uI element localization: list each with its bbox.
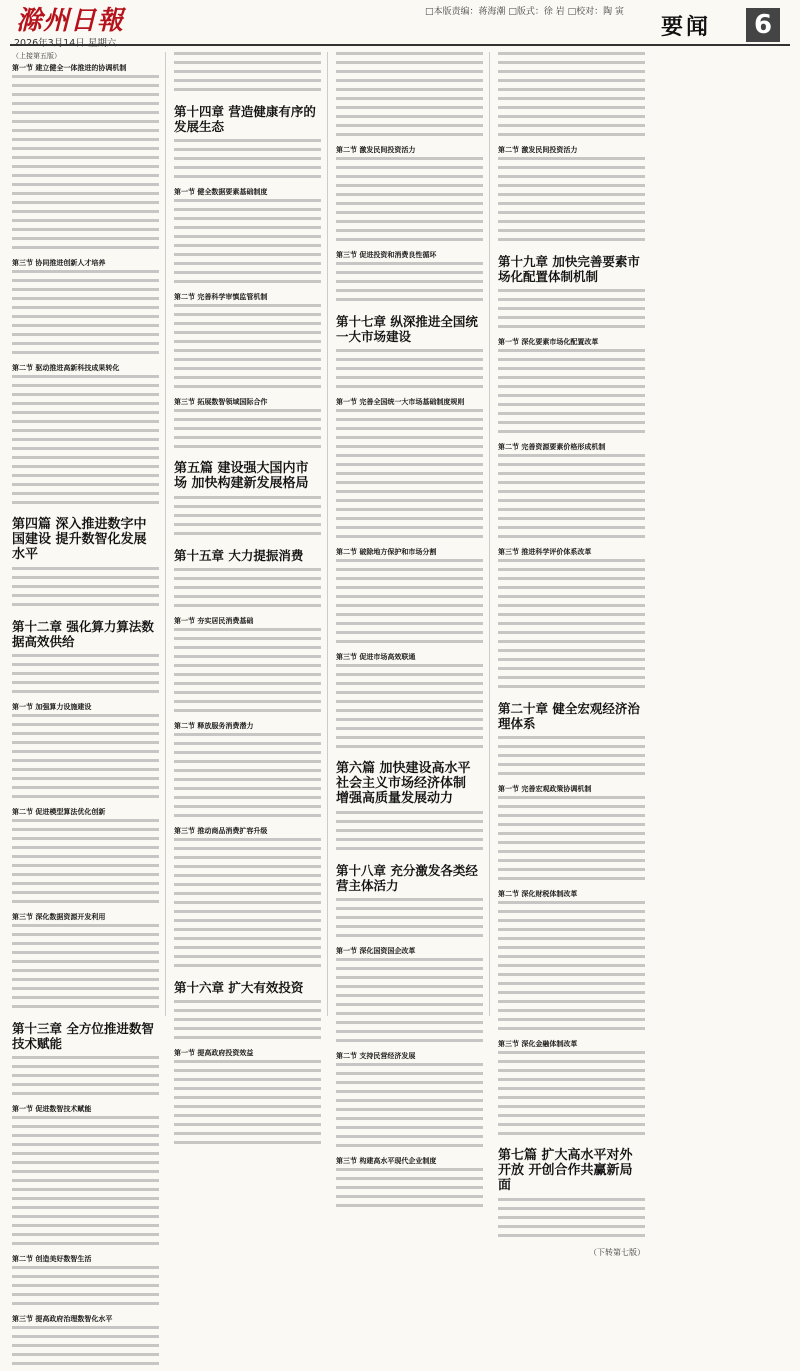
body-text-block bbox=[174, 733, 321, 823]
body-text-block bbox=[12, 1326, 159, 1371]
section-heading: 第二节 创造美好数智生活 bbox=[12, 1255, 92, 1263]
editor-credits: □本版责编：蒋海潮 □版式：徐 岩 □校对：陶 寅 bbox=[425, 7, 624, 17]
page-number: 6 bbox=[746, 8, 780, 42]
body-text-block bbox=[12, 567, 159, 612]
section-heading: 第一节 深化国资国企改革 bbox=[336, 947, 416, 955]
body-text-block bbox=[174, 409, 321, 454]
article-column-1 bbox=[12, 52, 159, 1323]
body-text-block bbox=[336, 157, 483, 247]
body-text-block bbox=[12, 654, 159, 699]
body-text-block bbox=[498, 349, 645, 439]
chapter-heading: 第二十章 健全宏观经济治理体系 bbox=[498, 701, 640, 731]
body-text-block bbox=[336, 811, 483, 856]
body-text-block bbox=[12, 1056, 159, 1101]
article-column-4 bbox=[498, 52, 645, 1257]
body-text-block bbox=[498, 1198, 645, 1243]
body-text-block bbox=[174, 304, 321, 394]
body-text-block bbox=[12, 75, 159, 255]
body-text-block bbox=[12, 270, 159, 360]
section-title: 要闻 bbox=[661, 15, 712, 40]
section-heading: 第一节 提高政府投资效益 bbox=[174, 1049, 254, 1057]
section-heading: 第二节 促进模型算法优化创新 bbox=[12, 808, 106, 816]
body-text-block bbox=[12, 375, 159, 510]
body-text-block bbox=[336, 898, 483, 943]
chapter-heading: 第十七章 纵深推进全国统一大市场建设 bbox=[336, 314, 478, 344]
continued-note: （下转第七版） bbox=[589, 1248, 645, 1257]
part-heading: 第六篇 加快建设高水平社会主义市场经济体制 增强高质量发展动力 bbox=[336, 761, 471, 806]
section-heading: 第二节 深化财税体制改革 bbox=[498, 890, 578, 898]
section-heading: 第三节 深化数据资源开发利用 bbox=[12, 913, 106, 921]
body-text-block bbox=[336, 409, 483, 544]
chapter-heading: 第十五章 大力提振消费 bbox=[174, 548, 304, 563]
section-heading: 第三节 拓展数智领域国际合作 bbox=[174, 398, 268, 406]
section-heading: 第二节 释放服务消费潜力 bbox=[174, 722, 254, 730]
body-text-block bbox=[12, 1116, 159, 1251]
body-text-block bbox=[174, 568, 321, 613]
section-heading: 第一节 促进数智技术赋能 bbox=[12, 1105, 92, 1113]
body-text-block bbox=[498, 901, 645, 1036]
column-divider bbox=[489, 52, 490, 1016]
header-rule bbox=[10, 44, 790, 46]
part-heading: 第四篇 深入推进数字中国建设 提升数智化发展水平 bbox=[12, 517, 147, 562]
publication-date bbox=[14, 35, 116, 49]
part-heading: 第五篇 建设强大国内市场 加快构建新发展格局 bbox=[174, 461, 309, 491]
body-text-block bbox=[12, 924, 159, 1014]
body-text-block bbox=[498, 289, 645, 334]
chapter-heading: 第十三章 全方位推进数智技术赋能 bbox=[12, 1021, 154, 1051]
body-text-block bbox=[12, 1266, 159, 1311]
section-heading: 第一节 深化要素市场化配置改革 bbox=[498, 338, 599, 346]
section-heading: 第二节 驱动推进高新科技成果转化 bbox=[12, 364, 120, 372]
section-heading: 第三节 推动商品消费扩容升级 bbox=[174, 827, 268, 835]
body-text-block bbox=[498, 796, 645, 886]
section-heading: 第一节 完善全国统一大市场基础制度规则 bbox=[336, 398, 465, 406]
article-column-3 bbox=[336, 52, 483, 1165]
svg-text:滁州日報: 滁州日報 bbox=[16, 6, 125, 36]
body-text-block bbox=[336, 262, 483, 307]
chapter-heading: 第十六章 扩大有效投资 bbox=[174, 980, 304, 995]
section-heading: 第三节 促进投资和消费良性循环 bbox=[336, 251, 437, 259]
continuation-note: （上接第五版） bbox=[12, 52, 61, 60]
body-text-block bbox=[174, 496, 321, 541]
column-divider bbox=[165, 52, 166, 1016]
section-heading: 第三节 推进科学评价体系改革 bbox=[498, 548, 592, 556]
article-column-2 bbox=[174, 52, 321, 1057]
chapter-heading: 第十九章 加快完善要素市场化配置体制机制 bbox=[498, 254, 640, 284]
chapter-heading: 第十四章 营造健康有序的发展生态 bbox=[174, 104, 316, 134]
body-text-block bbox=[498, 559, 645, 694]
body-text-block bbox=[12, 714, 159, 804]
body-text-block bbox=[174, 628, 321, 718]
body-text-block bbox=[174, 52, 321, 97]
section-heading: 第一节 建立健全一体推进的协调机制 bbox=[12, 64, 127, 72]
masthead bbox=[0, 0, 800, 50]
section-heading: 第三节 协同推进创新人才培养 bbox=[12, 259, 106, 267]
body-text-block bbox=[336, 1168, 483, 1213]
section-heading: 第三节 构建高水平现代企业制度 bbox=[336, 1157, 437, 1165]
section-heading: 第二节 完善资源要素价格形成机制 bbox=[498, 443, 606, 451]
section-heading: 第二节 支持民营经济发展 bbox=[336, 1052, 416, 1060]
body-text-block bbox=[12, 819, 159, 909]
body-text-block bbox=[336, 1063, 483, 1153]
section-heading: 第一节 健全数据要素基础制度 bbox=[174, 188, 268, 196]
body-text-block bbox=[498, 736, 645, 781]
body-text-block bbox=[498, 1051, 645, 1141]
body-text-block bbox=[174, 1000, 321, 1045]
body-text-block bbox=[498, 52, 645, 142]
part-heading: 第七篇 扩大高水平对外开放 开创合作共赢新局面 bbox=[498, 1148, 633, 1193]
section-heading: 第二节 完善科学审慎监管机制 bbox=[174, 293, 268, 301]
newspaper-logo bbox=[14, 4, 144, 34]
column-divider bbox=[327, 52, 328, 1016]
section-heading: 第三节 深化金融体制改革 bbox=[498, 1040, 578, 1048]
body-text-block bbox=[174, 1060, 321, 1150]
body-text-block bbox=[174, 139, 321, 184]
section-heading: 第三节 促进市场高效联通 bbox=[336, 653, 416, 661]
body-text-block bbox=[498, 454, 645, 544]
body-text-block bbox=[336, 349, 483, 394]
chapter-heading: 第十二章 强化算力算法数据高效供给 bbox=[12, 619, 154, 649]
body-text-block bbox=[498, 157, 645, 247]
section-heading: 第一节 加强算力设施建设 bbox=[12, 703, 92, 711]
body-text-block bbox=[336, 664, 483, 754]
body-text-block bbox=[174, 199, 321, 289]
section-heading: 第二节 激发民间投资活力 bbox=[498, 146, 578, 154]
body-text-block bbox=[336, 958, 483, 1048]
chapter-heading: 第十八章 充分激发各类经营主体活力 bbox=[336, 863, 478, 893]
section-heading: 第二节 破除地方保护和市场分割 bbox=[336, 548, 437, 556]
body-text-block bbox=[336, 559, 483, 649]
section-heading: 第一节 夯实居民消费基础 bbox=[174, 617, 254, 625]
section-heading: 第一节 完善宏观政策协调机制 bbox=[498, 785, 592, 793]
body-text-block bbox=[174, 838, 321, 973]
body-text-block bbox=[336, 52, 483, 142]
section-heading: 第三节 提高政府治理数智化水平 bbox=[12, 1315, 113, 1323]
section-heading: 第二节 激发民间投资活力 bbox=[336, 146, 416, 154]
